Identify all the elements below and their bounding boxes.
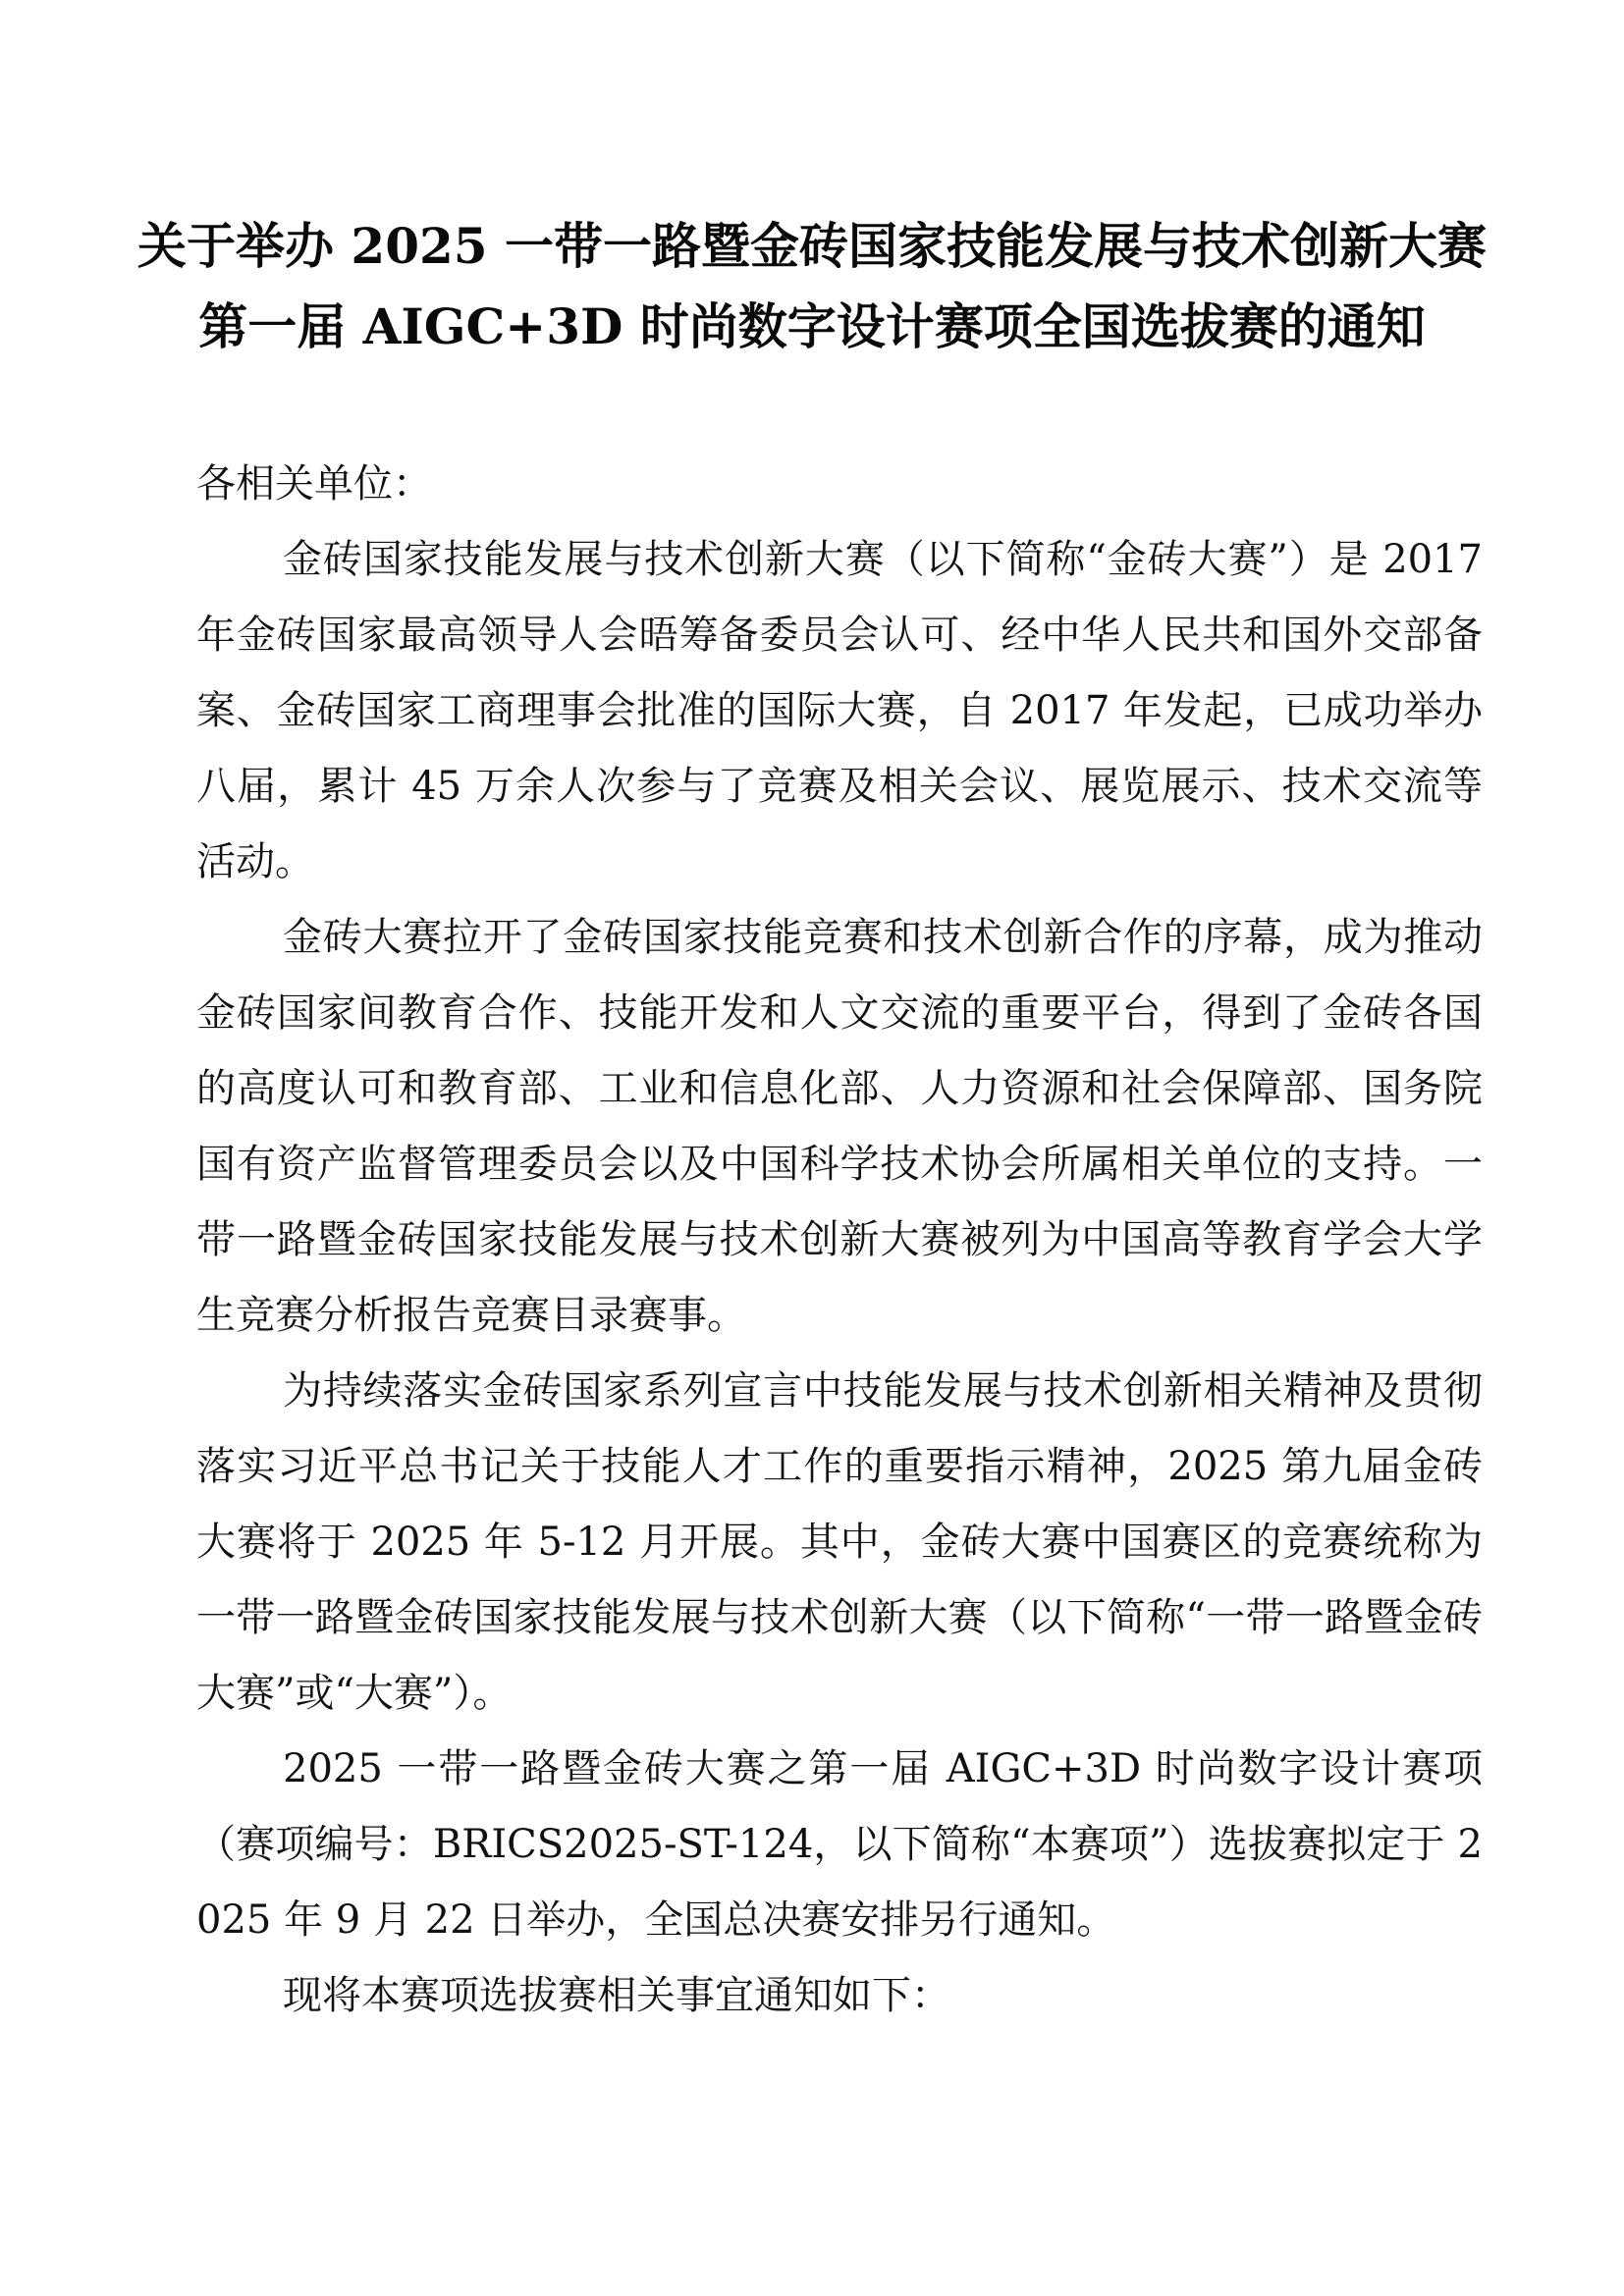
paragraph-event-details: 2025 一带一路暨金砖大赛之第一届 AIGC+3D 时尚数字设计赛项（赛项编号：BRICS2025-ST-124，以下简称“本赛项”）选拔赛拟定于 2025 年 9 月 22 日举办，全国总决赛安排另行通知。: [196, 1746, 1483, 1943]
document-body: [196, 447, 1483, 2034]
paragraph-notice-intro: 现将本赛项选拔赛相关事宜通知如下：: [283, 1973, 950, 2018]
title-line-2: 第一届 AIGC+3D 时尚数字设计赛项全国选拔赛的通知: [198, 297, 1426, 355]
paragraph-brics-significance: 金砖大赛拉开了金砖国家技能竞赛和技术创新合作的序幕，成为推动金砖国家间教育合作、技能开发和人文交流的重要平台，得到了金砖各国的高度认可和教育部、工业和信息化部、人力资源和社会保障部、国务院国有资产监督管理委员会以及中国科学技术协会所属相关单位的支持。一带一路暨金砖国家技能发展与技术创新大赛被列为中国高等教育学会大学生竞赛分析报告竞赛目录赛事。: [196, 915, 1483, 1338]
paragraph-brics-intro: 金砖国家技能发展与技术创新大赛（以下简称“金砖大赛”）是 2017 年金砖国家最高领导人会晤筹备委员会认可、经中华人民共和国外交部备案、金砖国家工商理事会批准的国际大赛，自 2017 年发起，已成功举办八届，累计 45 万余人次参与了竞赛及相关会议、展览展示、技术交流等活动。: [196, 537, 1483, 884]
title-line-1: 关于举办 2025 一带一路暨金砖国家技能发展与技术创新大赛: [137, 217, 1487, 275]
salutation: 各相关单位：: [196, 461, 432, 507]
paragraph-2025-competition: 为持续落实金砖国家系列宣言中技能发展与技术创新相关精神及贯彻落实习近平总书记关于技能人才工作的重要指示精神，2025 第九届金砖大赛将于 2025 年 5-12 月开展。其中，金砖大赛中国赛区的竞赛统称为一带一路暨金砖国家技能发展与技术创新大赛（以下简称“一带一路暨金砖大赛”或“大赛”）。: [196, 1368, 1483, 1716]
document-title: [128, 206, 1496, 367]
